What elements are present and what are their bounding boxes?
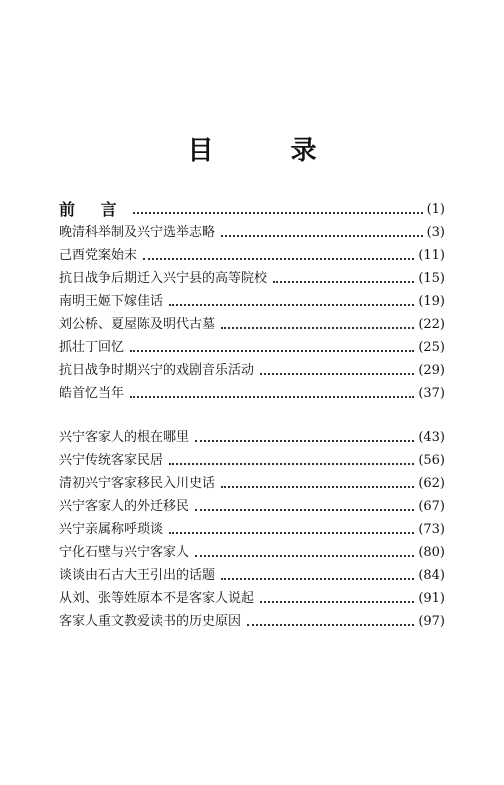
toc-leader-dots (260, 601, 414, 603)
toc-entry[interactable] (59, 607, 445, 630)
toc-entry-title: 兴宁亲属称呼琐谈 (59, 522, 164, 537)
toc-entry-title: 刘公桥、夏屋陈及明代古墓 (59, 317, 216, 332)
toc-entry-page: (11) (418, 248, 445, 263)
toc-section-1 (59, 194, 445, 402)
toc-entry[interactable] (59, 287, 445, 310)
toc-entry-title: 兴宁传统客家民居 (59, 453, 164, 468)
toc-entry-page: (73) (418, 522, 445, 537)
toc-entry[interactable] (59, 584, 445, 607)
page-title: 目 录 (187, 136, 351, 166)
toc-leader-dots (260, 373, 414, 375)
toc-entry-title: 兴宁客家人的外迁移民 (59, 499, 190, 514)
toc-entry-title: 皓首忆当年 (59, 386, 125, 401)
toc-entry-page: (29) (418, 363, 445, 378)
toc-entry-page: (19) (418, 294, 445, 309)
toc-entry-page: (15) (418, 271, 445, 286)
toc-entry-title: 从刘、张等姓原本不是客家人说起 (59, 591, 255, 606)
toc-leader-dots (169, 463, 414, 465)
toc-entry[interactable] (59, 218, 445, 241)
toc-leader-dots (195, 555, 414, 557)
toc-leader-dots (169, 304, 414, 306)
toc-entry-title: 晚清科举制及兴宁选举志略 (59, 225, 216, 240)
toc-entry-page: (37) (418, 386, 445, 401)
toc-section-2 (59, 423, 445, 630)
toc-entry-page: (67) (418, 499, 445, 514)
toc-leader-dots (195, 509, 414, 511)
toc-leader-dots (143, 258, 414, 260)
toc-entry-page: (91) (418, 591, 445, 606)
toc-entry[interactable] (59, 561, 445, 584)
toc-leader-dots (195, 440, 414, 442)
toc-leader-dots (221, 578, 414, 580)
toc-entry-page: (43) (418, 430, 445, 445)
toc-entry-title: 己酉党案始末 (59, 248, 138, 263)
toc-entry[interactable] (59, 241, 445, 264)
toc-entry-title: 客家人重文教爱读书的历史原因 (59, 614, 242, 629)
toc-entry[interactable] (59, 538, 445, 561)
toc-entry-page: (84) (418, 568, 445, 583)
toc-entry-title: 宁化石壁与兴宁客家人 (59, 545, 190, 560)
toc-entry-title: 兴宁客家人的根在哪里 (59, 430, 190, 445)
toc-entry-page: (97) (418, 614, 445, 629)
toc-entry-page: (3) (426, 225, 445, 240)
toc-entry[interactable] (59, 446, 445, 469)
toc-leader-dots (247, 624, 414, 626)
toc-entry-page: (22) (418, 317, 445, 332)
toc-entry-title: 抗日战争时期兴宁的戏剧音乐活动 (59, 363, 255, 378)
toc-leader-dots (221, 486, 414, 488)
toc-entry-page: (80) (418, 545, 445, 560)
toc-entry[interactable] (59, 310, 445, 333)
toc-leader-dots (169, 532, 414, 534)
toc-entry-page: (1) (426, 202, 445, 217)
toc-entry-title: 谈谈由石古大王引出的话题 (59, 568, 216, 583)
toc-entry-title: 抓壮丁回忆 (59, 340, 125, 355)
toc-leader-dots (130, 350, 414, 352)
toc-entry-page: (62) (418, 476, 445, 491)
toc-leader-dots (273, 281, 414, 283)
toc-entry[interactable] (59, 515, 445, 538)
toc-entry-title: 前 言 (59, 200, 127, 219)
toc-entry[interactable] (59, 423, 445, 446)
toc-entry[interactable] (59, 492, 445, 515)
toc-entry[interactable] (59, 264, 445, 287)
toc-entry-preface[interactable] (59, 194, 445, 218)
toc-entry-page: (25) (418, 340, 445, 355)
toc-entry[interactable] (59, 379, 445, 402)
toc-entry[interactable] (59, 469, 445, 492)
toc-leader-dots (221, 327, 414, 329)
toc-entry[interactable] (59, 333, 445, 356)
toc-entry-title: 清初兴宁客家移民入川史话 (59, 476, 216, 491)
toc-leader-dots (133, 212, 423, 214)
toc-entry-title: 南明王姬下嫁佳话 (59, 294, 164, 309)
toc-entry[interactable] (59, 356, 445, 379)
toc-leader-dots (221, 235, 423, 237)
toc-leader-dots (130, 396, 414, 398)
toc-entry-title: 抗日战争后期迁入兴宁县的高等院校 (59, 271, 268, 286)
toc-entry-page: (56) (418, 453, 445, 468)
